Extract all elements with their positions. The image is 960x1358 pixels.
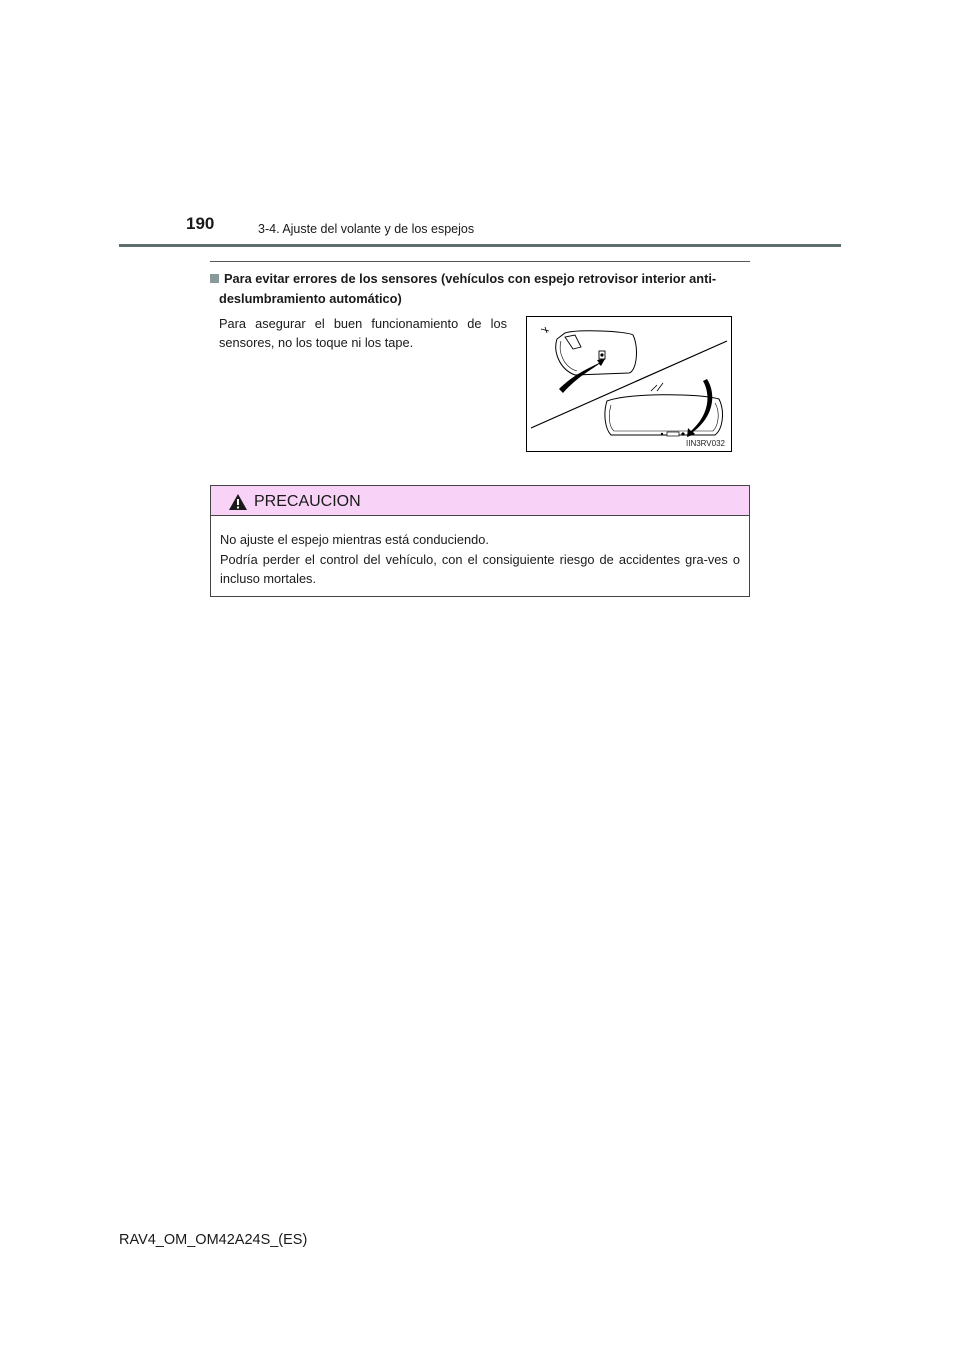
mirror-drawing xyxy=(527,317,733,453)
section-title: 3-4. Ajuste del volante y de los espejos xyxy=(258,222,475,236)
section-heading xyxy=(210,269,755,309)
caution-title: PRECAUCION xyxy=(254,493,361,510)
sensor-instructions: Para asegurar el buen funcionamiento de los sensores, no los toque ni los tape. xyxy=(219,316,507,350)
page-number: 190 xyxy=(186,214,215,233)
caution-header xyxy=(211,486,749,516)
square-bullet-icon xyxy=(210,274,219,283)
document-code: RAV4_OM_OM42A24S_(ES) xyxy=(119,1232,308,1248)
heading-line-1: Para evitar errores de los sensores (vehículos con espejo retrovisor interior anti- xyxy=(224,271,717,286)
caution-box xyxy=(210,485,750,597)
header-rule xyxy=(119,244,841,247)
heading-line-2: deslumbramiento automático) xyxy=(219,291,402,306)
mirror-sensor-illustration xyxy=(526,316,732,452)
caution-line-2: Podría perder el control del vehículo, con el consiguiente riesgo de accidentes gra-ves o incluso mortales. xyxy=(220,551,740,586)
caution-body xyxy=(220,530,740,589)
content-divider xyxy=(210,261,750,262)
caution-line-1: No ajuste el espejo mientras está conduciendo. xyxy=(220,532,489,547)
warning-triangle-icon xyxy=(228,493,248,511)
figure-code: IIN3RV032 xyxy=(686,439,725,448)
